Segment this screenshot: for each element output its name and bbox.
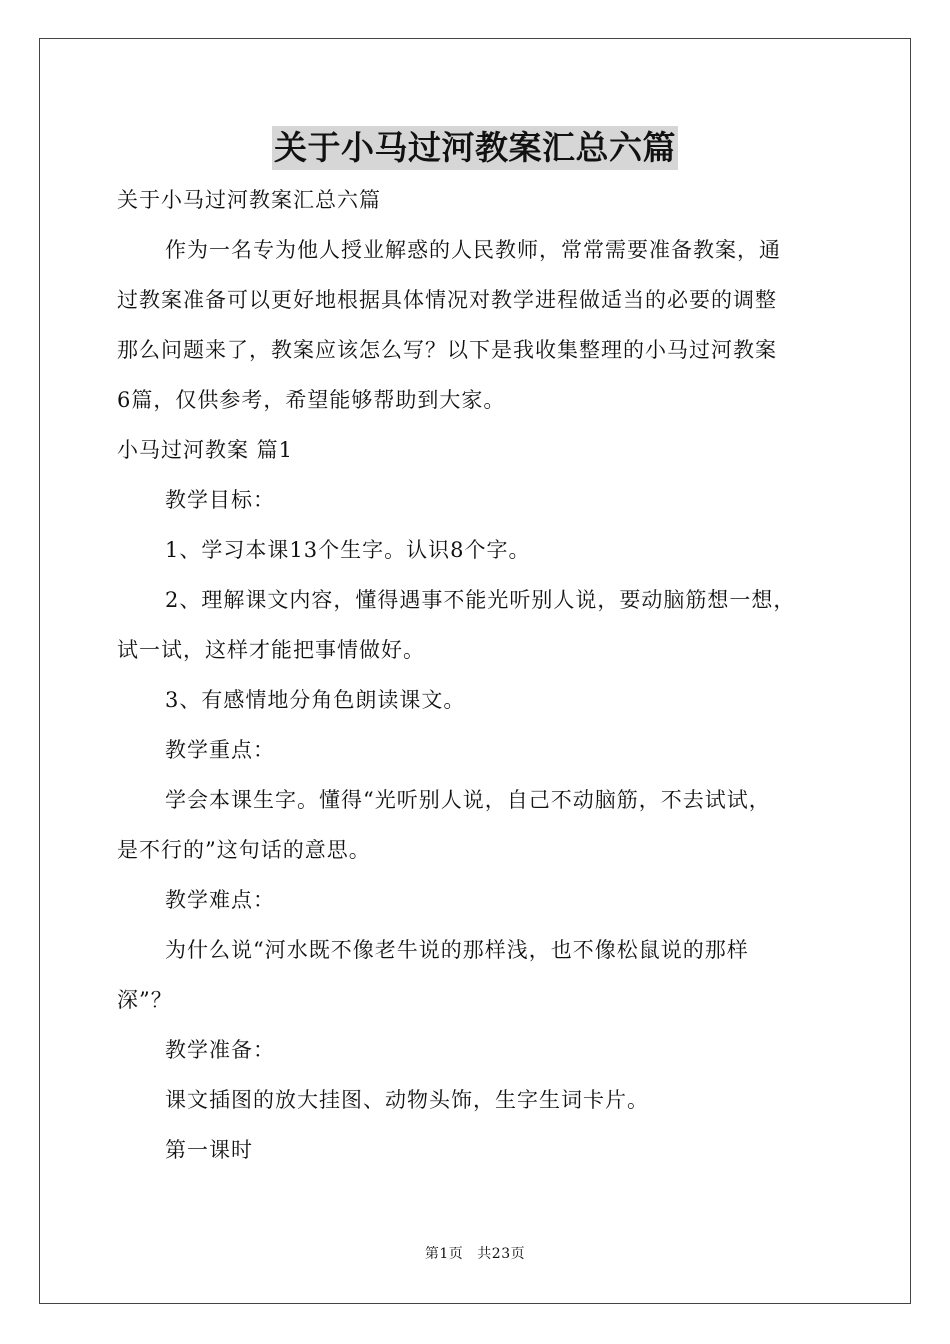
- title-container: [0, 126, 950, 170]
- body-line: 教学准备：: [165, 1038, 275, 1062]
- body-line: 学会本课生字。懂得“光听别人说，自己不动脑筋，不去试试，: [165, 788, 771, 812]
- body-line: 关于小马过河教案汇总六篇: [117, 188, 381, 212]
- body-line: 3、有感情地分角色朗读课文。: [165, 688, 466, 712]
- body-line: 2、理解课文内容，懂得遇事不能光听别人说，要动脑筋想一想，: [165, 588, 796, 612]
- body-line: 1、学习本课13个生字。认识8个字。: [165, 538, 531, 562]
- body-line: 第一课时: [165, 1138, 253, 1162]
- body-line: 教学目标：: [165, 488, 275, 512]
- body-line: 那么问题来了，教案应该怎么写？以下是我收集整理的小马过河教案: [117, 338, 777, 362]
- body-line: 试一试，这样才能把事情做好。: [117, 638, 425, 662]
- page-number: 第1页: [424, 1246, 464, 1262]
- document-title: 关于小马过河教案汇总六篇: [272, 126, 678, 170]
- body-line: 深”？: [117, 988, 173, 1012]
- section-heading: 小马过河教案 篇1: [117, 438, 294, 462]
- body-line: 6篇，仅供参考，希望能够帮助到大家。: [117, 388, 506, 412]
- body-line: 教学重点：: [165, 738, 275, 762]
- body-line: 为什么说“河水既不像老牛说的那样浅，也不像松鼠说的那样: [165, 938, 749, 962]
- page-total: 共23页: [477, 1246, 526, 1262]
- document-body: [117, 180, 835, 1180]
- body-line: 作为一名专为他人授业解惑的人民教师，常常需要准备教案，通: [165, 238, 781, 262]
- body-line: 是不行的”这句话的意思。: [117, 838, 371, 862]
- body-line: 教学难点：: [165, 888, 275, 912]
- page-footer: [0, 1244, 950, 1264]
- body-line: 过教案准备可以更好地根据具体情况对教学进程做适当的必要的调整: [117, 288, 777, 312]
- body-line: 课文插图的放大挂图、动物头饰，生字生词卡片。: [165, 1088, 649, 1112]
